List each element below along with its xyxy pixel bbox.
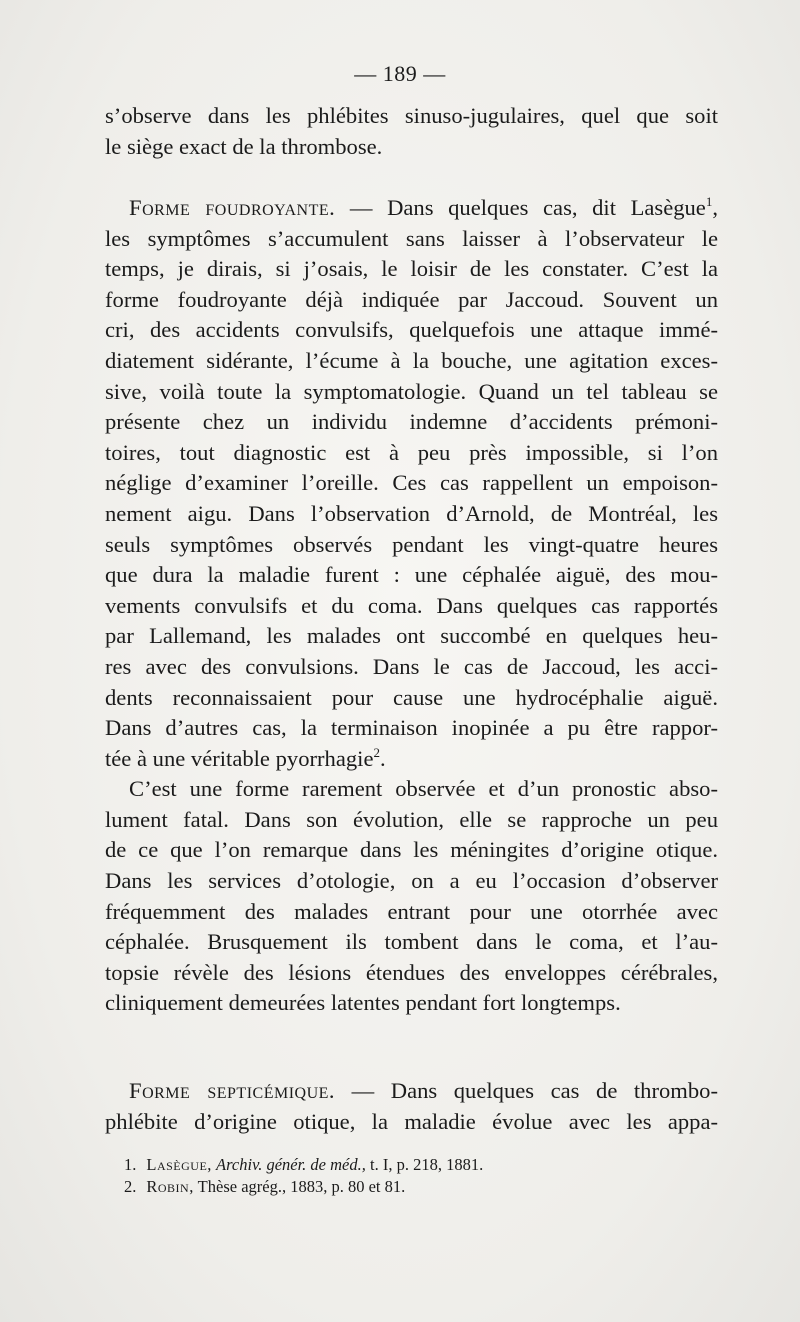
text-line: temps, je dirais, si j’osais, le loisir de les constater. C’est la [105, 256, 718, 282]
text-line: le siège exact de la thrombose. [105, 133, 383, 159]
page-number: — 189 — [354, 61, 446, 86]
text-line: forme foudroyante déjà indiquée par Jaccoud. Souvent un [105, 286, 718, 312]
text-line: sive, voilà toute la symptomatologie. Quand un tel tableau se [105, 378, 718, 404]
heading-text: — Dans quelques cas de thrombo- [335, 1078, 718, 1103]
text-line: C’est une forme rarement observée et d’un pronostic abso- [129, 776, 718, 802]
paragraph-forme-foudroyante [105, 193, 718, 1019]
text-line: par Lallemand, les malades ont succombé en quelques heu- [105, 623, 718, 649]
text-line: nement aigu. Dans l’observation d’Arnold, de Montréal, les [105, 500, 718, 526]
last-line-text: tée à une véritable pyorrhagie [105, 745, 374, 771]
text-line: céphalée. Brusquement ils tombent dans le coma, et l’au- [105, 929, 718, 955]
footnote-number: 1. [124, 1155, 137, 1174]
section-heading: Forme foudroyante. [129, 195, 336, 220]
paragraph-forme-septicemique [105, 1076, 718, 1137]
text-line: dents reconnaissaient pour cause une hydrocéphalie aiguë. [105, 684, 718, 710]
text-line [105, 744, 718, 775]
heading-punct: , [712, 195, 718, 220]
footnote-author: Robin, [146, 1177, 194, 1196]
text-line: que dura la maladie furent : une céphalée aiguë, des mou- [105, 562, 718, 588]
paragraph-continuation [105, 101, 718, 162]
footnote-details: t. I, p. 218, 1881. [365, 1155, 484, 1174]
footnote-ref: 2 [373, 744, 380, 760]
text-line [105, 1076, 718, 1107]
footnote-author: Lasègue, [146, 1155, 212, 1174]
text-line: de ce que l’on remarque dans les méningites d’origine otique. [105, 837, 718, 863]
text-line: cri, des accidents convulsifs, quelquefois une attaque immé- [105, 317, 718, 343]
text-line: Dans d’autres cas, la terminaison inopinée a pu être rappor- [105, 715, 718, 741]
text-line: cliniquement demeurées latentes pendant fort longtemps. [105, 990, 621, 1016]
footnote-details: Thèse agrég., 1883, p. 80 et 81. [193, 1177, 406, 1196]
footnote-1 [124, 1154, 704, 1176]
heading-text: — Dans quelques cas, dit Lasègue [335, 195, 706, 220]
footnote-number: 2. [124, 1177, 137, 1196]
section-heading: Forme septicémique. [129, 1078, 336, 1103]
text-line: s’observe dans les phlébites sinuso-jugulaires, quel que soit [105, 103, 718, 128]
text-line: res avec des convulsions. Dans le cas de Jaccoud, les acci- [105, 653, 718, 679]
text-line: les symptômes s’accumulent sans laisser à l’observateur le [105, 225, 718, 251]
text-line: lument fatal. Dans son évolution, elle se rapproche un peu [105, 806, 718, 832]
footnote-2 [124, 1176, 704, 1198]
text-line: néglige d’examiner l’oreille. Ces cas rappellent un empoison- [105, 470, 718, 496]
text-line: toires, tout diagnostic est à peu près impossible, si l’on [105, 439, 718, 465]
text-line: phlébite d’origine otique, la maladie évolue avec les appa- [105, 1108, 718, 1134]
text-line: vements convulsifs et du coma. Dans quelques cas rapportés [105, 592, 718, 618]
text-line: présente chez un individu indemne d’accidents prémoni- [105, 409, 718, 435]
text-line: diatement sidérante, l’écume à la bouche, une agitation exces- [105, 347, 718, 373]
text-line: Dans les services d’otologie, on a eu l’occasion d’observer [105, 868, 718, 894]
footnotes [124, 1154, 704, 1198]
text-line: fréquemment des malades entrant pour une otorrhée avec [105, 898, 718, 924]
footnote-ref: 1 [705, 194, 713, 209]
text-line [105, 193, 718, 224]
text-line: seuls symptômes observés pendant les vingt-quatre heures [105, 531, 718, 557]
last-line-punct: . [379, 745, 386, 771]
footnote-title: Archiv. génér. de méd., [216, 1155, 366, 1174]
text-line: topsie révèle des lésions étendues des enveloppes cérébrales, [105, 959, 718, 985]
